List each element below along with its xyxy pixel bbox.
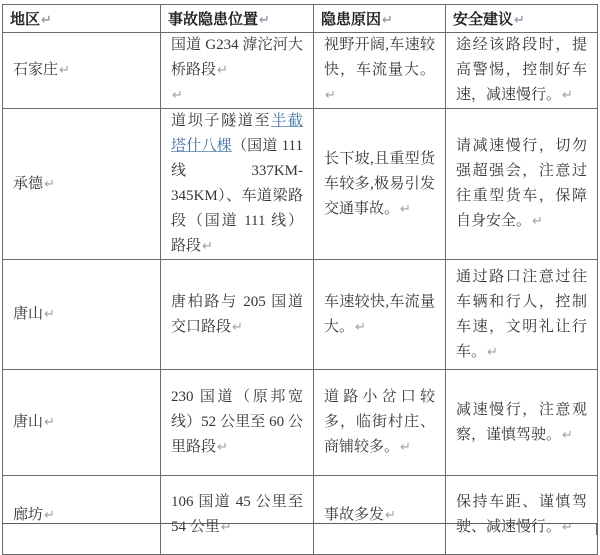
cell-text: 途经该路段时，提高警惕，控制好车速，减速慢行。 [456, 37, 587, 103]
cell-text: 视野开阔,车速较快，车流量大。 [324, 37, 435, 78]
cause-cell [314, 260, 446, 370]
paragraph-mark-icon: ↵ [44, 176, 55, 192]
paragraph-mark-icon: ↵ [172, 88, 183, 103]
paragraph-mark-icon: ↵ [41, 13, 52, 28]
paragraph [171, 109, 303, 259]
paragraph-mark-icon: ↵ [59, 63, 70, 78]
cell-text: 保持车距、谨慎驾驶、减速慢行。 [456, 494, 587, 535]
header-region [3, 5, 161, 33]
location-cell [161, 260, 314, 370]
paragraph-mark-icon: ↵ [562, 88, 573, 103]
region-cell [3, 260, 161, 370]
paragraph [13, 302, 150, 327]
table-body [3, 33, 598, 555]
location-cell [161, 476, 314, 555]
cell-text: 车速较快,车流量大。 [324, 293, 435, 335]
paragraph [324, 290, 435, 340]
paragraph-mark-icon: ↵ [202, 239, 213, 254]
region-cell [3, 33, 161, 109]
paragraph-mark-icon: ↵ [44, 507, 55, 523]
advice-cell [446, 109, 598, 260]
paragraph-mark-icon: ↵ [514, 13, 525, 28]
location-cell [161, 33, 314, 109]
paragraph-mark-icon: ↵ [44, 307, 55, 322]
cell-text: 230 国道（原邦宽线）52 公里至 60 公里路段 [171, 389, 303, 455]
partial-cell [446, 524, 596, 535]
paragraph [171, 385, 303, 460]
header-label: 安全建议 [453, 12, 514, 28]
advice-cell [446, 260, 598, 370]
partial-cell [3, 524, 161, 535]
cell-text: 国道 G234 滹沱河大桥路段 [171, 37, 303, 78]
cell-text: 106 国道 45 公里至 54 公里 [171, 494, 303, 535]
header-label: 事故隐患位置 [168, 12, 259, 28]
paragraph [456, 33, 587, 108]
cell-text: 石家庄 [13, 62, 59, 78]
paragraph [171, 83, 303, 108]
cell-text: 道坝子隧道至 [171, 113, 272, 129]
cell-text: 通过路口注意过往车辆和行人，控制车速，文明礼让行车。 [456, 268, 587, 360]
header-row [3, 5, 598, 33]
cell-text: 道路小岔口较多，临街村庄、商铺较多。 [324, 389, 435, 455]
cell-text: 承德 [13, 175, 44, 192]
cell-text: 请减速慢行，切勿强超强会，注意过往重型货车，保障自身安全。 [456, 138, 587, 229]
traffic-hazard-table [2, 4, 598, 555]
header-advice [446, 5, 598, 33]
advice-cell [446, 370, 598, 476]
paragraph [456, 265, 587, 365]
paragraph-mark-icon: ↵ [562, 520, 573, 535]
cause-cell [314, 476, 446, 555]
paragraph [456, 398, 587, 448]
paragraph-mark-icon: ↵ [259, 13, 270, 28]
paragraph-mark-icon: ↵ [382, 13, 393, 28]
paragraph [171, 290, 303, 340]
cause-cell [314, 109, 446, 260]
cause-cell [314, 33, 446, 109]
cell-text: 减速慢行，注意观察，谨慎驾驶。 [456, 401, 587, 443]
paragraph-mark-icon: ↵ [385, 507, 396, 523]
location-cell [161, 370, 314, 476]
paragraph [13, 58, 150, 83]
table-row [3, 109, 598, 260]
cell-text: 唐山 [13, 306, 44, 322]
paragraph-mark-icon: ↵ [220, 520, 232, 535]
location-link[interactable]: 半截塔什八棵 [171, 113, 303, 154]
header-label: 地区 [10, 12, 41, 28]
header-label: 隐患原因 [321, 12, 382, 28]
table-row [3, 260, 598, 370]
partial-next-row [2, 523, 597, 535]
paragraph-mark-icon: ↵ [44, 415, 55, 430]
paragraph-mark-icon: ↵ [487, 344, 498, 360]
table-row [3, 33, 598, 109]
advice-cell [446, 476, 598, 555]
cell-text: 唐山 [13, 414, 44, 430]
paragraph [13, 172, 150, 197]
cell-text: 事故多发 [324, 506, 385, 523]
paragraph-mark-icon: ↵ [232, 319, 243, 335]
paragraph-mark-icon: ↵ [562, 427, 573, 443]
region-cell [3, 109, 161, 260]
cause-cell [314, 370, 446, 476]
table-row [3, 370, 598, 476]
header-cause [314, 5, 446, 33]
paragraph [324, 147, 435, 222]
region-cell [3, 476, 161, 555]
paragraph-mark-icon: ↵ [400, 201, 411, 217]
paragraph-mark-icon: ↵ [217, 63, 228, 78]
paragraph-mark-icon: ↵ [532, 214, 543, 229]
cell-text: （国道 111 线 337KM-345KM）、车道梁路段（国道 111 线）路段 [171, 138, 303, 254]
paragraph [324, 385, 435, 460]
location-cell [161, 109, 314, 260]
header-location [161, 5, 314, 33]
paragraph [171, 33, 303, 83]
paragraph [324, 33, 435, 108]
cell-text: 廊坊 [13, 506, 44, 523]
paragraph-mark-icon: ↵ [355, 319, 366, 335]
partial-cell [314, 524, 446, 535]
advice-cell [446, 33, 598, 109]
paragraph-mark-icon: ↵ [325, 88, 336, 103]
paragraph-mark-icon: ↵ [400, 440, 411, 455]
table-header [3, 5, 598, 33]
table-row [3, 476, 598, 555]
cell-text: 唐柏路与 205 国道交口路段 [171, 293, 303, 335]
paragraph [456, 134, 587, 234]
region-cell [3, 370, 161, 476]
paragraph [13, 410, 150, 435]
paragraph-mark-icon: ↵ [217, 440, 228, 455]
cell-text: 长下坡,且重型货车较多,极易引发交通事故。 [324, 150, 435, 217]
partial-cell [161, 524, 314, 535]
